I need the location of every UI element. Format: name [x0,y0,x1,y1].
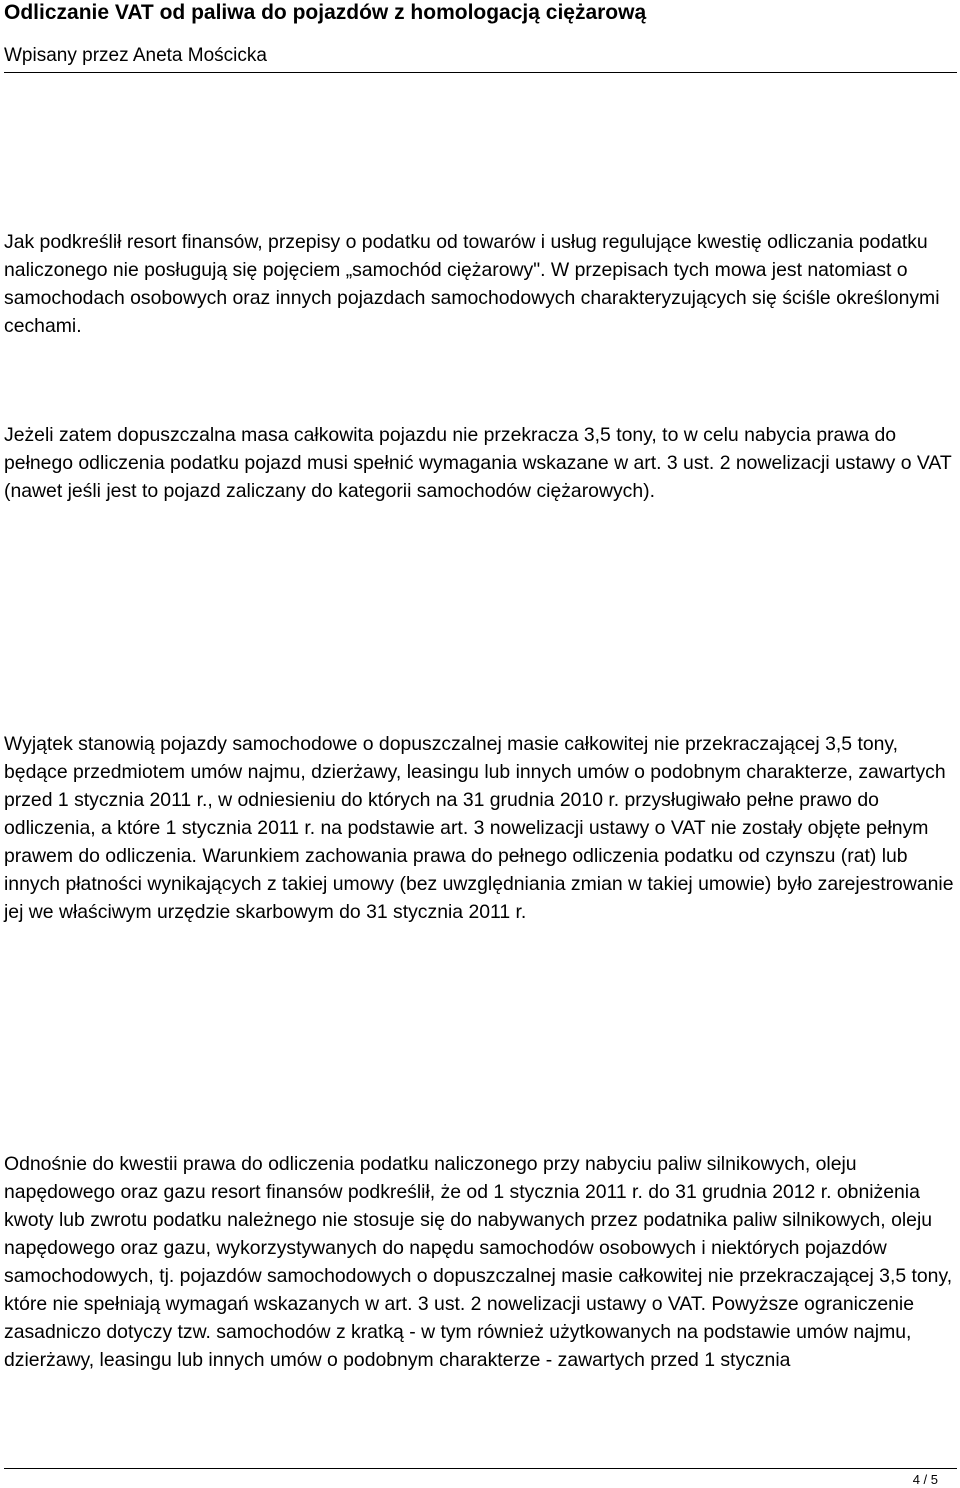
page-number: 4 / 5 [912,1472,938,1487]
article-title: Odliczanie VAT od paliwa do pojazdów z homologacją ciężarową [4,1,647,24]
paragraph-4: Odnośnie do kwestii prawa do odliczenia podatku naliczonego przy nabyciu paliw silnikowych, oleju napędowego oraz gazu resort finansów podkreślił, że od 1 stycznia 2011 r. do 31 grudnia 2012 r. obniżenia kwoty lub zwrotu podatku należnego nie stosuje się do nabywanych przez podatnika paliw silnikowych, oleju napędowego oraz gazu, wykorzystywanych do napędu samochodów osobowych i niektórych pojazdów samochodowych, tj. pojazdów samochodowych o dopuszczalnej masie całkowitej nie przekraczającej 3,5 tony, które nie spełniają wymagań wskazanych w art. 3 ust. 2 nowelizacji ustawy o VAT. Powyższe ograniczenie zasadniczo dotyczy tzw. samochodów z kratką - w tym również użytkowanych na podstawie umów najmu, dzierżawy, leasingu lub innych umów o podobnym charakterze - zawartych przed 1 stycznia [4,1153,953,1371]
header-divider [4,72,957,73]
paragraph-2: Jeżeli zatem dopuszczalna masa całkowita pojazdu nie przekracza 3,5 tony, to w celu nabycia prawa do pełnego odliczenia podatku pojazd musi spełnić wymagania wskazane w art. 3 ust. 2 nowelizacji ustawy o VAT (nawet jeśli jest to pojazd zaliczany do kategorii samochodów ciężarowych). [4,424,952,502]
paragraph-1: Jak podkreślił resort finansów, przepisy o podatku od towarów i usług regulujące kwestię odliczania podatku naliczonego nie posługują się pojęciem „samochód ciężarowy". W przepisach tych mowa jest natomiast o samochodach osobowych oraz innych pojazdach samochodowych charakteryzujących się ściśle określonymi cechami. [4,231,940,337]
article-author: Wpisany przez Aneta Mościcka [4,45,267,66]
paragraph-3: Wyjątek stanowią pojazdy samochodowe o dopuszczalnej masie całkowitej nie przekraczającej 3,5 tony, będące przedmiotem umów najmu, dzierżawy, leasingu lub innych umów o podobnym charakterze, zawartych przed 1 stycznia 2011 r., w odniesieniu do których na 31 grudnia 2010 r. przysługiwało pełne prawo do odliczenia, a które 1 stycznia 2011 r. na podstawie art. 3 nowelizacji ustawy o VAT nie zostały objęte pełnym prawem do odliczenia. Warunkiem zachowania prawa do pełnego odliczenia podatku od czynszu (rat) lub innych płatności wynikających z takiej umowy (bez uwzględniania zmian w takiej umowie) było zarejestrowanie jej we właściwym urzędzie skarbowym do 31 stycznia 2011 r. [4,733,954,923]
footer-divider [4,1468,957,1469]
